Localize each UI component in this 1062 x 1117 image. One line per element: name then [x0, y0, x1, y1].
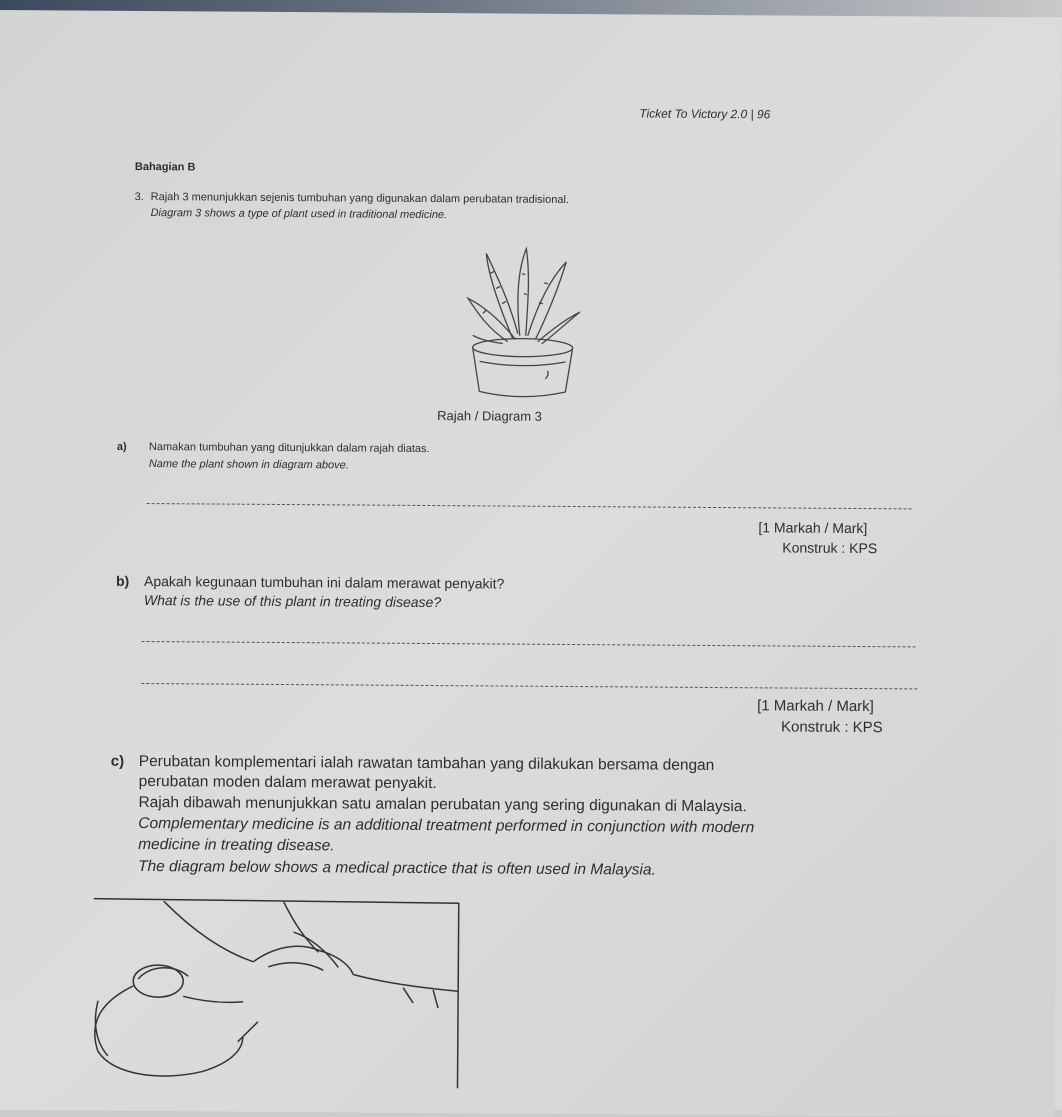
- part-b-answer-line-2[interactable]: [141, 683, 917, 689]
- part-b-mark: [1 Markah / Mark]: [757, 697, 874, 716]
- part-a-construct: Konstruk : KPS: [782, 539, 878, 557]
- page-header: Ticket To Victory 2.0 | 96: [639, 106, 771, 122]
- part-a-label: a): [116, 440, 127, 453]
- question-number: 3.: [134, 190, 144, 204]
- part-c-text-en-1: Complementary medicine is an additional treatment performed in conjunction with modern: [138, 814, 755, 837]
- part-b-label: b): [115, 572, 130, 589]
- part-a-question-en: Name the plant shown in diagram above.: [148, 458, 349, 472]
- question-intro-ms: Rajah 3 menunjukkan sejenis tumbuhan yang digunakan dalam perubatan tradisional.: [150, 191, 570, 206]
- part-c-text-en-3: The diagram below shows a medical practice that is often used in Malaysia.: [137, 857, 656, 879]
- part-c-text-en-2: medicine in treating disease.: [138, 835, 335, 855]
- massage-therapy-diagram: [52, 890, 473, 1093]
- diagram-3-caption: Rajah / Diagram 3: [437, 408, 543, 424]
- question-intro-en: Diagram 3 shows a type of plant used in traditional medicine.: [150, 207, 448, 222]
- aloe-vera-plant-diagram: [457, 243, 588, 404]
- part-c-label: c): [110, 752, 125, 770]
- part-a-question-ms: Namakan tumbuhan yang ditunjukkan dalam rajah diatas.: [148, 441, 430, 456]
- part-c-text-ms-3: Rajah dibawah menunjukkan satu amalan perubatan yang sering digunakan di Malaysia.: [138, 793, 747, 816]
- worksheet-page: [0, 10, 1062, 1117]
- part-b-question-en: What is the use of this plant in treating disease?: [143, 592, 442, 611]
- part-a-mark: [1 Markah / Mark]: [758, 519, 868, 537]
- part-b-construct: Konstruk : KPS: [780, 718, 883, 737]
- section-title: Bahagian B: [134, 160, 196, 174]
- part-b-question-ms: Apakah kegunaan tumbuhan ini dalam merawat penyakit?: [143, 573, 505, 592]
- part-b-answer-line-1[interactable]: [142, 641, 916, 647]
- part-c-text-ms-2: perubatan moden dalam merawat penyakit.: [138, 772, 437, 793]
- part-a-answer-line[interactable]: [147, 503, 912, 509]
- part-c-text-ms-1: Perubatan komplementari ialah rawatan tambahan yang dilakukan bersama dengan: [138, 752, 715, 775]
